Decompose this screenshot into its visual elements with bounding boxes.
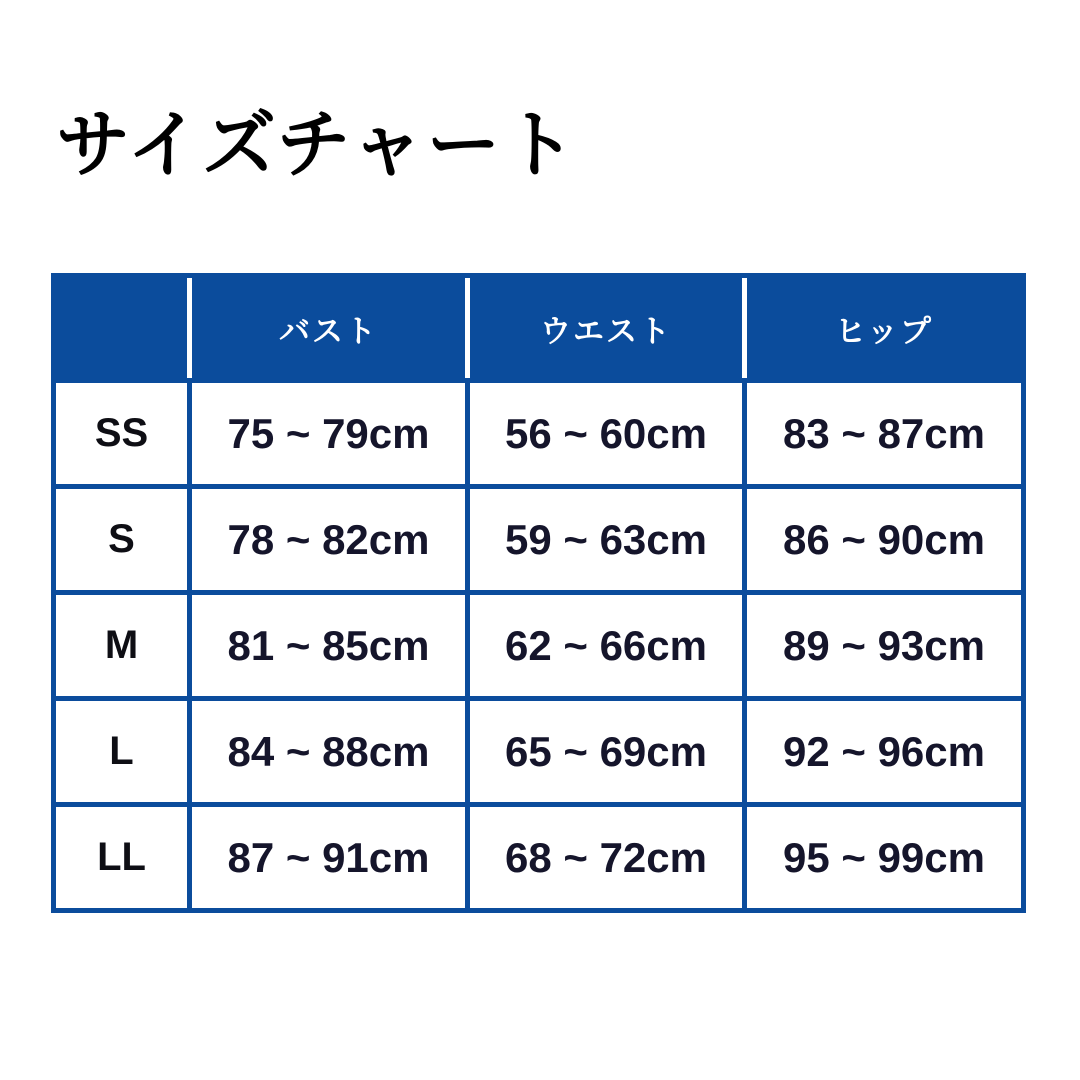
- hip-value: 95 ~ 99cm: [742, 802, 1021, 908]
- waist-value: 59 ~ 63cm: [465, 484, 742, 590]
- waist-value: 56 ~ 60cm: [465, 378, 742, 484]
- table-row-ll: [56, 802, 1021, 908]
- bust-value: 78 ~ 82cm: [187, 484, 465, 590]
- waist-value: 68 ~ 72cm: [465, 802, 742, 908]
- table-row-l: [56, 696, 1021, 802]
- size-label: M: [56, 590, 187, 696]
- size-label: LL: [56, 802, 187, 908]
- table-row-s: [56, 484, 1021, 590]
- size-label: L: [56, 696, 187, 802]
- table-header-row: [56, 278, 1021, 378]
- size-label: SS: [56, 378, 187, 484]
- header-cell-bust: バスト: [187, 278, 465, 378]
- bust-value: 75 ~ 79cm: [187, 378, 465, 484]
- size-label: S: [56, 484, 187, 590]
- bust-value: 84 ~ 88cm: [187, 696, 465, 802]
- page-title: サイズチャート: [56, 103, 579, 186]
- hip-value: 89 ~ 93cm: [742, 590, 1021, 696]
- table-row-ss: [56, 378, 1021, 484]
- hip-value: 92 ~ 96cm: [742, 696, 1021, 802]
- table-row-m: [56, 590, 1021, 696]
- header-cell-hip: ヒップ: [742, 278, 1021, 378]
- bust-value: 81 ~ 85cm: [187, 590, 465, 696]
- bust-value: 87 ~ 91cm: [187, 802, 465, 908]
- header-cell-size: [56, 278, 187, 378]
- size-table: [51, 273, 1026, 913]
- hip-value: 83 ~ 87cm: [742, 378, 1021, 484]
- waist-value: 62 ~ 66cm: [465, 590, 742, 696]
- hip-value: 86 ~ 90cm: [742, 484, 1021, 590]
- waist-value: 65 ~ 69cm: [465, 696, 742, 802]
- header-cell-waist: ウエスト: [465, 278, 742, 378]
